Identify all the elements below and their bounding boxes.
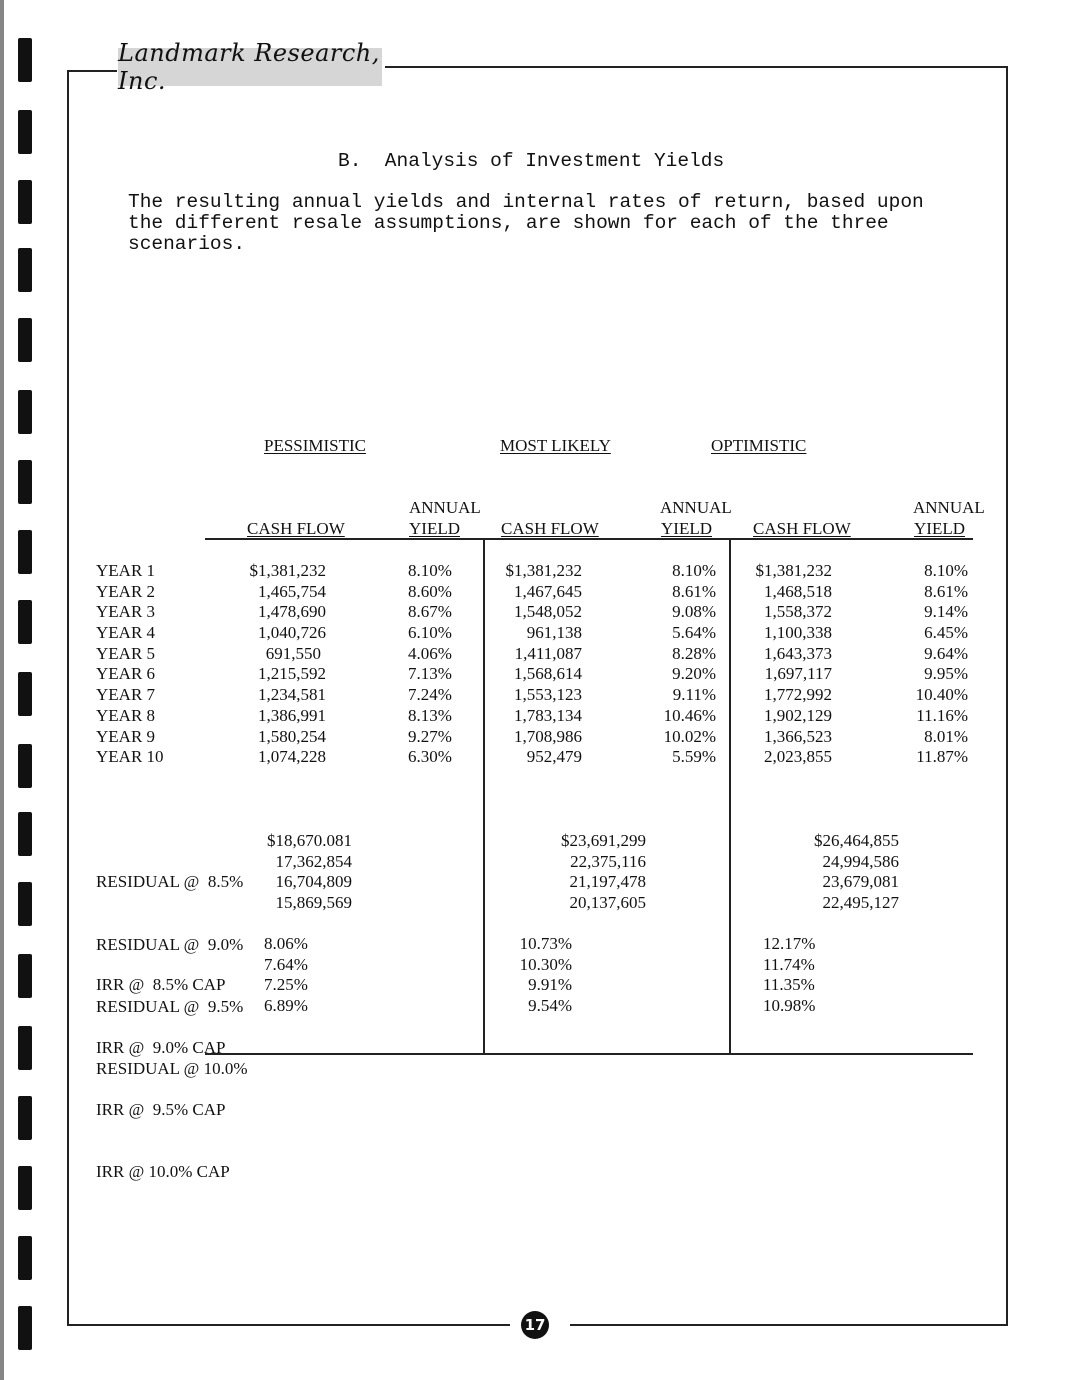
table-cell: 22,495,127: [822, 893, 899, 913]
table-cell: 10.73%: [519, 934, 572, 953]
table-cell: $1,381,232: [505, 561, 582, 580]
table-cell: 1,902,129: [764, 705, 832, 725]
table-cell: 1,708,986: [514, 726, 582, 746]
table-cell: 8.60%: [408, 581, 452, 601]
column-header-annual: ANNUAL: [409, 498, 481, 517]
table-cell: 17,362,854: [275, 851, 352, 871]
row-label: RESIDUAL @ 9.5%: [96, 996, 244, 1016]
column-header-annual: ANNUAL: [660, 498, 732, 517]
most-likely-cash-flow-column: [488, 561, 582, 768]
year-labels: [96, 561, 164, 768]
table-cell: 8.06%: [264, 934, 308, 953]
table-cell: 1,548,052: [514, 602, 582, 622]
table-cell: 1,643,373: [764, 643, 832, 663]
page-frame-top: [67, 70, 117, 72]
table-cell: 16,704,809: [275, 872, 352, 892]
binder-hole: [18, 1306, 32, 1350]
table-cell: 10.02%: [663, 726, 716, 746]
table-cell: 1,467,645: [514, 581, 582, 601]
optimistic-residual-column: [800, 831, 899, 914]
table-cell: 691,550: [265, 643, 321, 663]
most-likely-yield-column: [640, 561, 716, 768]
page-frame-right: [1006, 66, 1008, 1325]
binder-hole: [18, 180, 32, 224]
table-cell: 11.35%: [763, 975, 815, 995]
row-label: YEAR 4: [96, 623, 156, 643]
table-cell: 1,411,087: [514, 643, 582, 663]
row-label: YEAR 5: [96, 643, 156, 663]
binder-hole: [18, 38, 32, 82]
table-cell: 22,375,116: [570, 851, 646, 871]
table-cell: 1,568,614: [514, 664, 582, 684]
table-cell: 9.95%: [924, 664, 968, 684]
row-label: RESIDUAL @ 9.0%: [96, 934, 244, 954]
table-bottom-rule: [205, 1053, 973, 1055]
table-cell: 5.59%: [672, 747, 716, 767]
table-cell: 1,783,134: [514, 705, 582, 725]
binder-hole: [18, 744, 32, 788]
column-header-cash-flow: CASH FLOW: [501, 519, 599, 538]
page-frame-left: [67, 70, 69, 1325]
table-cell: 1,074,228: [258, 747, 326, 767]
column-header-yield: YIELD: [409, 519, 460, 538]
binder-hole: [18, 318, 32, 362]
table-cell: 11.87%: [916, 747, 968, 767]
intro-paragraph: The resulting annual yields and internal rates of return, based upon the different resale assumptions, are shown for each of the three scenarios.: [128, 191, 936, 255]
table-cell: 1,234,581: [258, 685, 326, 705]
table-cell: 8.10%: [924, 561, 968, 580]
binder-hole: [18, 1236, 32, 1280]
binder-hole: [18, 1166, 32, 1210]
table-cell: 952,479: [526, 747, 582, 767]
table-cell: 7.64%: [264, 954, 308, 974]
table-cell: 8.10%: [408, 561, 452, 580]
table-cell: 1,468,518: [764, 581, 832, 601]
table-cell: 8.28%: [672, 643, 716, 663]
binder-hole: [18, 460, 32, 504]
table-cell: $1,381,232: [249, 561, 326, 580]
table-top-rule: [205, 538, 973, 540]
binder-hole: [18, 1026, 32, 1070]
scenario-header-optimistic: OPTIMISTIC: [711, 436, 807, 455]
binder-hole: [18, 600, 32, 644]
binder-hole: [18, 672, 32, 716]
table-cell: 7.24%: [408, 685, 452, 705]
table-cell: 20,137,605: [569, 893, 646, 913]
row-label: YEAR 3: [96, 602, 156, 622]
table-cell: 9.27%: [408, 726, 452, 746]
row-label: RESIDUAL @ 8.5%: [96, 872, 244, 892]
pessimistic-cash-flow-column: [230, 561, 326, 768]
table-cell: 1,697,117: [764, 664, 832, 684]
row-label: YEAR 6: [96, 664, 156, 684]
row-label: YEAR 9: [96, 726, 156, 746]
scenario-header-most-likely: MOST LIKELY: [500, 436, 611, 455]
table-cell: 1,366,523: [764, 726, 832, 746]
scan-edge: [0, 0, 4, 1380]
table-cell: 9.64%: [924, 643, 968, 663]
table-cell: 8.10%: [672, 561, 716, 580]
optimistic-yield-column: [890, 561, 968, 768]
table-cell: 4.06%: [408, 643, 452, 663]
table-cell: 11.16%: [916, 705, 968, 725]
pessimistic-yield-column: [408, 561, 452, 768]
binder-hole: [18, 530, 32, 574]
table-cell: 6.89%: [264, 996, 308, 1016]
table-cell: $18,670.081: [267, 831, 352, 850]
table-cell: 9.20%: [672, 664, 716, 684]
table-cell: 9.54%: [528, 996, 572, 1016]
table-cell: 21,197,478: [569, 872, 646, 892]
binder-hole: [18, 954, 32, 998]
table-cell: $23,691,299: [561, 831, 646, 850]
page-frame-bottom: [570, 1324, 1008, 1326]
table-cell: 1,478,690: [258, 602, 326, 622]
column-divider: [483, 538, 485, 1054]
row-label: IRR @ 9.0% CAP: [96, 1037, 226, 1057]
table-cell: 9.08%: [672, 602, 716, 622]
page-number: 17: [521, 1311, 549, 1339]
binder-hole: [18, 882, 32, 926]
section-heading: B. Analysis of Investment Yields: [338, 150, 725, 172]
table-cell: 11.74%: [763, 954, 815, 974]
scenario-header-pessimistic: PESSIMISTIC: [264, 436, 367, 455]
column-divider: [729, 538, 731, 1054]
most-likely-irr-column: [500, 934, 572, 1017]
table-cell: 23,679,081: [822, 872, 899, 892]
logo-text: Landmark Research, Inc.: [118, 39, 380, 95]
binder-hole: [18, 110, 32, 154]
irr-labels: [96, 934, 230, 1203]
table-cell: 1,100,338: [764, 623, 832, 643]
table-cell: 1,553,123: [514, 685, 582, 705]
row-label: RESIDUAL @ 10.0%: [96, 1058, 248, 1078]
row-label: IRR @ 8.5% CAP: [96, 975, 226, 995]
table-cell: 8.13%: [408, 705, 452, 725]
column-header-annual: ANNUAL: [913, 498, 985, 517]
row-label: YEAR 1: [96, 561, 156, 580]
table-cell: $1,381,232: [755, 561, 832, 580]
table-cell: 1,215,592: [258, 664, 326, 684]
optimistic-cash-flow-column: [738, 561, 832, 768]
company-logo: [118, 39, 382, 95]
row-label: YEAR 8: [96, 705, 156, 725]
table-cell: 1,040,726: [258, 623, 326, 643]
table-cell: 15,869,569: [275, 893, 352, 913]
table-cell: 8.01%: [924, 726, 968, 746]
row-label: YEAR 2: [96, 581, 156, 601]
pessimistic-residual-column: [256, 831, 352, 914]
table-cell: 1,386,991: [258, 705, 326, 725]
table-cell: 8.61%: [924, 581, 968, 601]
row-label: YEAR 7: [96, 685, 156, 705]
table-cell: 1,580,254: [258, 726, 326, 746]
table-cell: 6.45%: [924, 623, 968, 643]
table-cell: 2,023,855: [764, 747, 832, 767]
column-header-cash-flow: CASH FLOW: [753, 519, 851, 538]
row-label: YEAR 10: [96, 747, 164, 767]
table-cell: 1,558,372: [764, 602, 832, 622]
row-label: IRR @ 9.5% CAP: [96, 1099, 226, 1119]
column-header-yield: YIELD: [914, 519, 965, 538]
table-cell: 6.30%: [408, 747, 452, 767]
binder-hole: [18, 248, 32, 292]
table-cell: 24,994,586: [822, 851, 899, 871]
optimistic-irr-column: [763, 934, 815, 1017]
pessimistic-irr-column: [264, 934, 308, 1017]
table-cell: 10.40%: [915, 685, 968, 705]
table-cell: 1,465,754: [258, 581, 326, 601]
binder-hole: [18, 1096, 32, 1140]
table-cell: 8.61%: [672, 581, 716, 601]
column-header-cash-flow: CASH FLOW: [247, 519, 345, 538]
table-cell: 1,772,992: [764, 685, 832, 705]
table-cell: 961,138: [526, 623, 582, 643]
most-likely-residual-column: [548, 831, 646, 914]
table-cell: 5.64%: [672, 623, 716, 643]
table-cell: $26,464,855: [814, 831, 899, 850]
table-cell: 7.13%: [408, 664, 452, 684]
table-cell: 9.11%: [672, 685, 716, 705]
binder-hole: [18, 812, 32, 856]
column-header-yield: YIELD: [661, 519, 712, 538]
page-frame-top: [385, 66, 1008, 68]
table-cell: 6.10%: [408, 623, 452, 643]
table-cell: 10.98%: [763, 996, 816, 1016]
table-cell: 7.25%: [264, 975, 308, 995]
table-cell: 9.91%: [528, 975, 572, 995]
table-cell: 12.17%: [763, 934, 816, 953]
table-cell: 8.67%: [408, 602, 452, 622]
table-cell: 9.14%: [924, 602, 968, 622]
page-frame-bottom: [67, 1324, 510, 1326]
table-cell: 10.30%: [519, 954, 572, 974]
binder-hole: [18, 390, 32, 434]
row-label: IRR @ 10.0% CAP: [96, 1161, 230, 1181]
table-cell: 10.46%: [663, 705, 716, 725]
